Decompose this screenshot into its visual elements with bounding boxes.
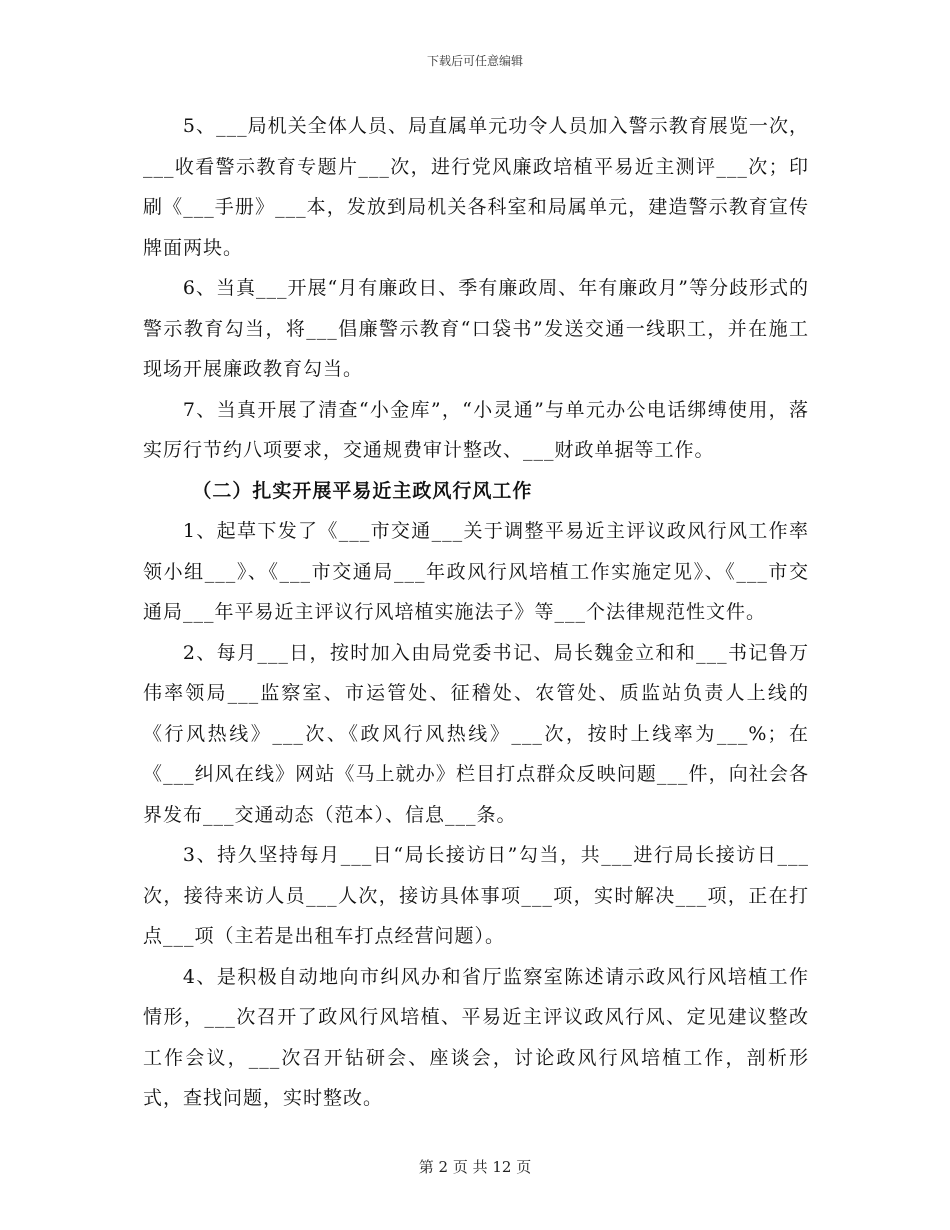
paragraph-item-5: 5、___局机关全体人员、局直属单元功令人员加入警示教育展览一次，___收看警示教育专题片___次，进行党风廉政培植平易近主测评___次；印刷《___手册》___本，发放到局机关各科室和局属单元，建造警示教育宣传牌面两块。 (143, 115, 809, 259)
section-heading: （二）扎实开展平易近主政风行风工作 (192, 479, 533, 502)
paragraph-item-6: 6、当真___开展“月有廉政日、季有廉政周、年有廉政月”等分歧形式的警示教育勾当，将___倡廉警示教育“口袋书”发送交通一线职工，并在施工现场开展廉政教育勾当。 (143, 277, 809, 380)
paragraph-item-3: 3、持久坚持每月___日“局长接访日”勾当，共___进行局长接访日___次，接待来访人员___人次，接访具体事项___项，实时解决___项，正在打点___项（主若是出租车打点经营问题）。 (143, 844, 809, 947)
paragraph-item-4: 4、是积极自动地向市纠风办和省厅监察室陈述请示政风行风培植工作情形，___次召开了政风行风培植、平易近主评议政风行风、定见建议整改工作会议，___次召开钻研会、座谈会，讨论政风行风培植工作，剖析形式，查找问题，实时整改。 (143, 965, 809, 1109)
paragraph-item-2: 2、每月___日，按时加入由局党委书记、局长魏金立和和___书记鲁万伟率领局___监察室、市运管处、征稽处、农管处、质监站负责人上线的《行风热线》___次、《政风行风热线》___次，按时上线率为___%；在《___纠风在线》网站《马上就办》栏目打点群众反映问题___件，向社会各界发布___交通动态（范本）、信息___条。 (143, 641, 809, 826)
paragraph-item-7: 7、当真开展了清查“小金库”，“小灵通”与单元办公电话绑缚使用，落实厉行节约八项要求，交通规费审计整改、___财政单据等工作。 (143, 398, 809, 461)
paragraph-item-1: 1、起草下发了《___市交通___关于调整平易近主评议政风行风工作率领小组___》、《___市交通局___年政风行风培植工作实施定见》、《___市交通局___年平易近主评议行风培植实施法子》等___个法律规范性文件。 (143, 520, 809, 623)
document-body (143, 106, 809, 1119)
page-header: 下载后可任意编辑 (426, 54, 523, 68)
page-footer: 第 2 页 共 12 页 (418, 1158, 532, 1176)
